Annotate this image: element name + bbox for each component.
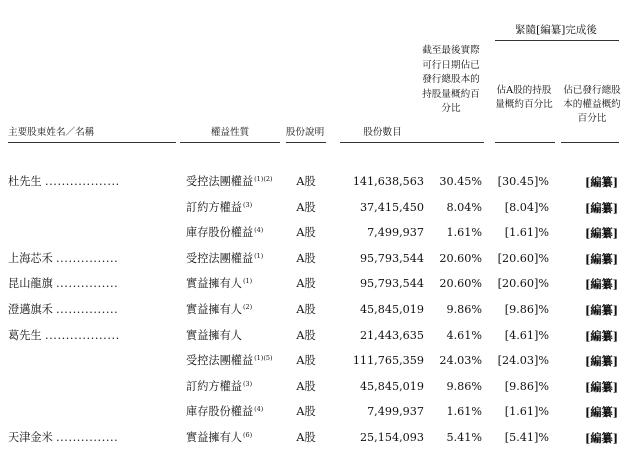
interest-nature (186, 404, 286, 420)
header-pct-latest-date: 截至最後實際可行日期佔已發行總股本的持股量概約百分比 (422, 45, 480, 114)
interest-nature (186, 302, 286, 318)
share-count: 45,845,019 (359, 303, 424, 316)
pct-total-issued: [編纂] (585, 175, 618, 189)
pct-latest-date: 8.04% (446, 201, 482, 214)
share-description: A股 (296, 303, 316, 316)
pct-latest-date: 20.60% (439, 277, 482, 290)
pct-latest-date: 20.60% (439, 252, 482, 265)
interest-nature-label: 訂約方權益 (186, 201, 242, 214)
pct-latest-date: 9.86% (446, 303, 482, 316)
footnote-ref: (1) (242, 277, 253, 285)
pct-a-shares: [9.86]% (504, 380, 549, 393)
leader-dots: ............... (56, 431, 119, 444)
share-description: A股 (296, 252, 316, 265)
leader-dots: ............... (56, 303, 119, 316)
footnote-ref: (4) (254, 405, 264, 413)
header-rule-count (340, 142, 426, 143)
pct-latest-date: 1.61% (446, 405, 482, 418)
share-count: 95,793,544 (359, 277, 424, 290)
header-rule-pct-latest (420, 142, 484, 143)
pct-total-issued: [編纂] (585, 354, 618, 368)
footnote-ref: (1)(5) (254, 354, 273, 362)
pct-total-issued: [編纂] (585, 431, 618, 445)
footnote-ref: (3) (242, 201, 253, 209)
interest-nature (186, 276, 286, 292)
share-description: A股 (296, 226, 316, 239)
pct-total-issued: [編纂] (585, 277, 618, 291)
pct-total-issued: [編纂] (585, 303, 618, 317)
group-header-title: 緊隨[編纂]完成後 (515, 24, 597, 36)
leader-dots: .................. (45, 175, 120, 188)
share-description: A股 (296, 354, 316, 367)
shareholder-name: 杜先生 (8, 175, 42, 188)
pct-a-shares: [20.60]% (497, 252, 549, 265)
header-pct-total-issued: 佔已發行總股本的權益概約百分比 (563, 85, 621, 124)
share-count: 7,499,937 (367, 226, 424, 239)
interest-nature (186, 200, 286, 216)
leader-dots: ............... (56, 277, 119, 290)
share-count: 37,415,450 (359, 201, 424, 214)
header-rule-nature (180, 142, 280, 143)
share-description: A股 (296, 175, 316, 188)
pct-total-issued: [編纂] (585, 252, 618, 266)
header-pct-a-shares: 佔A股的持股量概約百分比 (495, 85, 553, 110)
footnote-ref: (1) (254, 252, 264, 260)
shareholder-name: 澄邁旗禾 (8, 303, 53, 316)
footnote-ref: (4) (254, 226, 264, 234)
leader-dots: ............... (56, 252, 119, 265)
pct-a-shares: [24.03]% (497, 354, 549, 367)
group-header-rule (495, 40, 619, 41)
pct-total-issued: [編纂] (585, 405, 618, 419)
footnote-ref: (6) (242, 431, 253, 439)
share-description: A股 (296, 201, 316, 214)
shareholder-name: 上海芯禾 (8, 252, 53, 265)
pct-latest-date: 5.41% (446, 431, 482, 444)
interest-nature (186, 353, 286, 369)
share-count: 141,638,563 (352, 175, 424, 188)
interest-nature-label: 實益擁有人 (186, 277, 242, 290)
interest-nature (186, 379, 286, 395)
interest-nature (186, 251, 286, 267)
interest-nature-label: 實益擁有人 (186, 329, 242, 342)
interest-nature-label: 實益擁有人 (186, 303, 242, 316)
pct-latest-date: 30.45% (439, 175, 482, 188)
share-description: A股 (296, 380, 316, 393)
header-nature: 權益性質 (210, 127, 250, 138)
pct-total-issued: [編纂] (585, 380, 618, 394)
leader-dots: .................. (45, 329, 120, 342)
interest-nature (186, 225, 286, 241)
header-rule-description (286, 142, 326, 143)
interest-nature-label: 受控法團權益 (186, 252, 254, 265)
footnote-ref: (1)(2) (254, 175, 273, 183)
footnote-ref: (2) (242, 303, 253, 311)
pct-a-shares: [1.61]% (504, 405, 549, 418)
pct-latest-date: 9.86% (446, 380, 482, 393)
interest-nature (186, 328, 286, 344)
interest-nature-label: 受控法團權益 (186, 175, 254, 188)
pct-a-shares: [30.45]% (497, 175, 549, 188)
pct-total-issued: [編纂] (585, 329, 618, 343)
pct-a-shares: [4.61]% (504, 329, 549, 342)
pct-total-issued: [編纂] (585, 201, 618, 215)
interest-nature-label: 庫存股份權益 (186, 226, 254, 239)
interest-nature (186, 174, 286, 190)
header-share-count: 股份數目 (363, 127, 402, 138)
interest-nature (186, 430, 286, 446)
pct-a-shares: [1.61]% (504, 226, 549, 239)
pct-total-issued: [編纂] (585, 226, 618, 240)
share-count: 95,793,544 (359, 252, 424, 265)
share-count: 45,845,019 (359, 380, 424, 393)
shareholder-name: 天津金米 (8, 431, 53, 444)
pct-latest-date: 24.03% (439, 354, 482, 367)
pct-latest-date: 4.61% (446, 329, 482, 342)
share-description: A股 (296, 277, 316, 290)
header-shareholder: 主要股東姓名／名稱 (8, 127, 95, 138)
header-rule-pct-a (495, 142, 555, 143)
interest-nature-label: 實益擁有人 (186, 431, 242, 444)
interest-nature-label: 受控法團權益 (186, 354, 254, 367)
pct-a-shares: [8.04]% (504, 201, 549, 214)
shareholder-name: 昆山龍旗 (8, 277, 53, 290)
share-count: 7,499,937 (367, 405, 424, 418)
pct-a-shares: [20.60]% (497, 277, 549, 290)
shareholder-name: 葛先生 (8, 329, 42, 342)
share-count: 25,154,093 (359, 431, 424, 444)
interest-nature-label: 庫存股份權益 (186, 405, 254, 418)
share-count: 111,765,359 (352, 354, 424, 367)
share-description: A股 (296, 431, 316, 444)
share-description: A股 (296, 405, 316, 418)
header-rule-pct-total (561, 142, 619, 143)
header-rule-shareholder (8, 142, 176, 143)
footnote-ref: (3) (242, 380, 253, 388)
interest-nature-label: 訂約方權益 (186, 380, 242, 393)
share-description: A股 (296, 329, 316, 342)
pct-latest-date: 1.61% (446, 226, 482, 239)
header-description: 股份說明 (285, 127, 325, 138)
pct-a-shares: [9.86]% (504, 303, 549, 316)
pct-a-shares: [5.41]% (504, 431, 549, 444)
share-count: 21,443,635 (359, 329, 424, 342)
